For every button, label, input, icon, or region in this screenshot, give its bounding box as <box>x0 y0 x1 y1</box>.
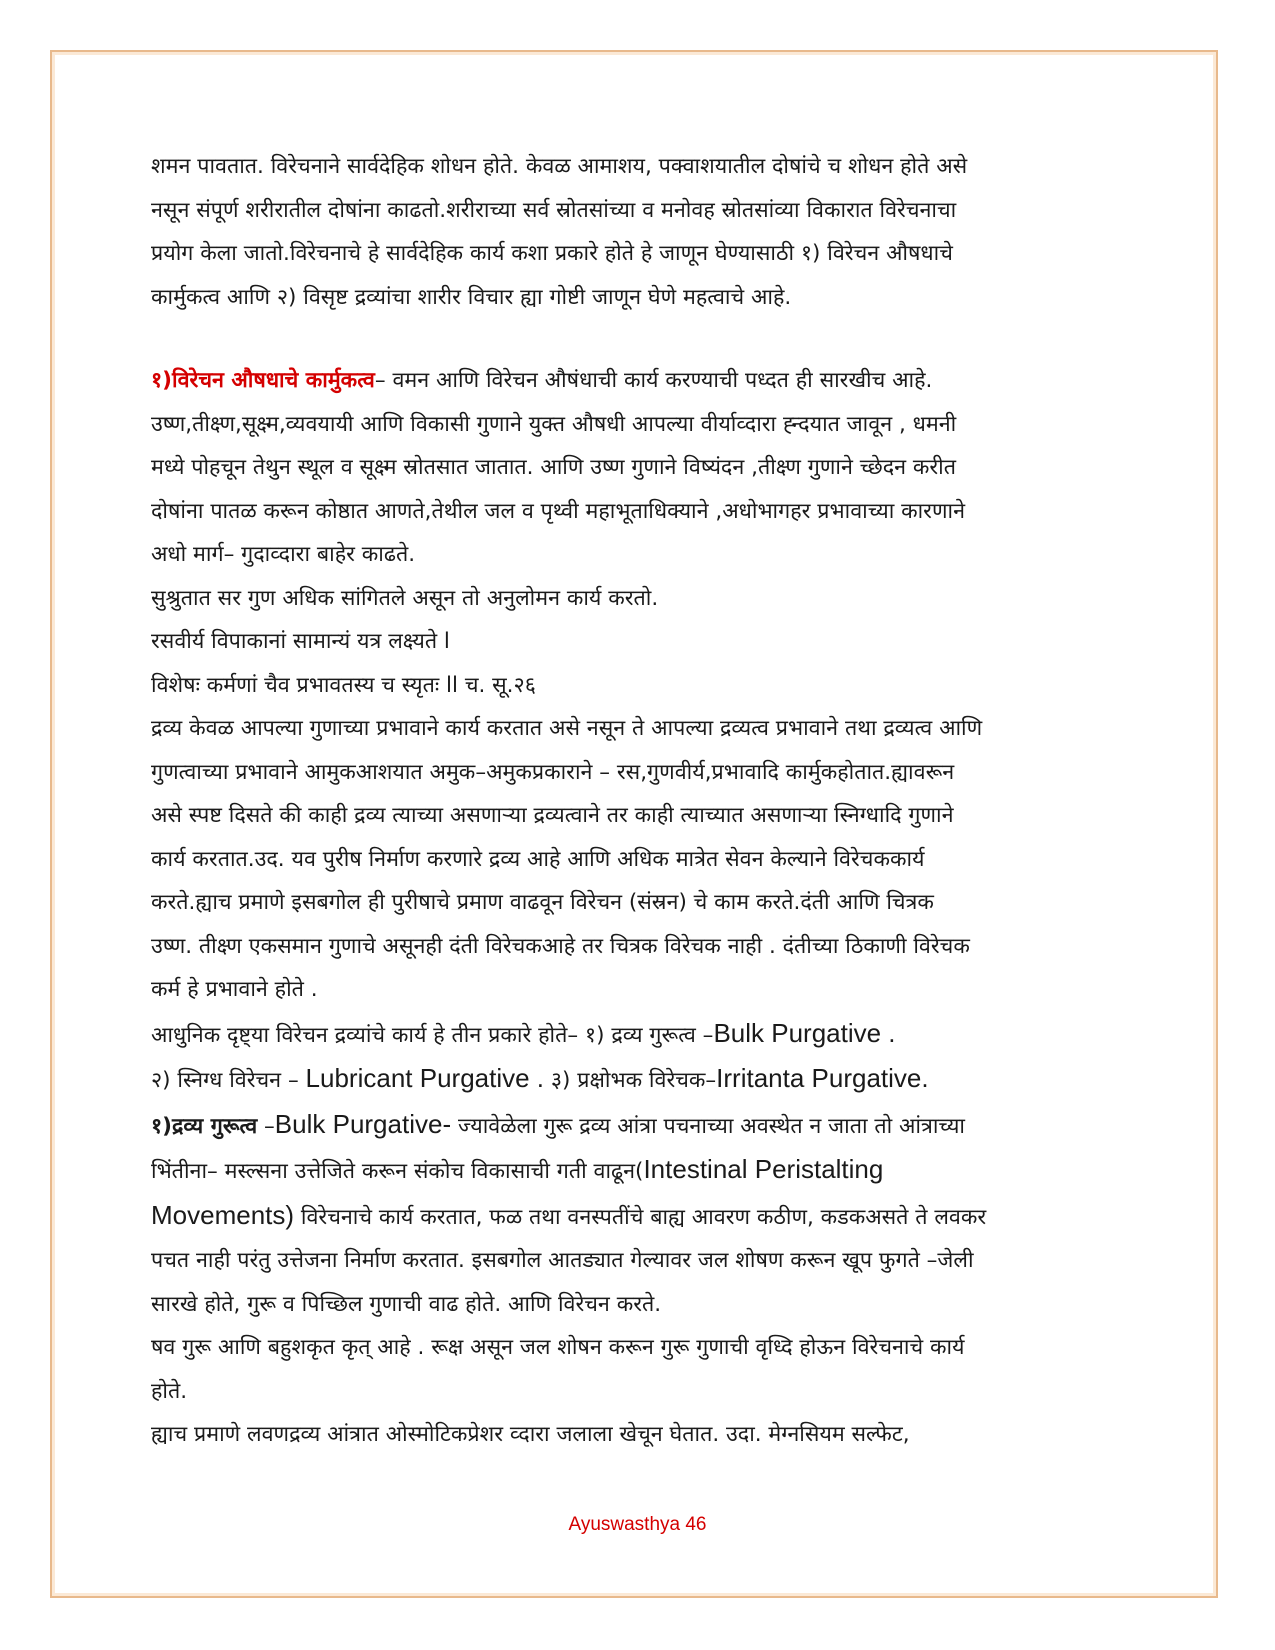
text-line <box>151 1148 1131 1194</box>
section-heading-line <box>151 1103 1131 1149</box>
text-line: विशेषः कर्मणां चैव प्रभावतस्य च स्यृतः ll च. सू.२६ <box>151 672 536 698</box>
text-line: सारखे होते, गुरू व पिच्छिल गुणाची वाढ होते. आणि विरेचन करते. <box>151 1291 662 1317</box>
text-line: सुश्रुतात सर गुण अधिक सांगितले असून तो अनुलोमन कार्य करतो. <box>151 585 659 611</box>
text-span: ३) प्रक्षोभक विरेचक– <box>544 1068 717 1093</box>
text-line: होते. <box>151 1378 188 1404</box>
text-line: दोषांना पातळ करून कोष्ठात आणते,तेथील जल व पृथ्वी महाभूताधिक्याने ,अधोभागहर प्रभावाच्या कारणाने <box>151 498 966 524</box>
latin-term: Movements) <box>151 1199 295 1230</box>
text-line: रसवीर्य विपाकानां सामान्यं यत्र लक्ष्यते l <box>151 629 450 654</box>
text-line: ह्याच प्रमाणे लवणद्रव्य आंत्रात ओस्मोटिकप्रेशर व्दारा जलाला खेचून घेतात. उदा. मेग्नसियम सल्फेट, <box>151 1422 910 1447</box>
modern-line-1 <box>151 1012 1131 1058</box>
text-span: २) स्निग्ध विरेचन – <box>151 1068 306 1093</box>
latin-term: Bulk Purgative . <box>713 1017 896 1048</box>
document-body <box>151 145 1131 1457</box>
text-span: ज्यावेळेला गुरू द्रव्य आंत्रा पचनाच्या अवस्थेत न जाता तो आंत्राच्या <box>451 1113 965 1139</box>
text-span: – <box>257 1113 275 1139</box>
text-line <box>151 1194 1131 1240</box>
text-line: द्रव्य केवळ आपल्या गुणाच्या प्रभावाने कार्य करतात असे नसून ते आपल्या द्रव्यत्व प्रभावाने तथा द्रव्यत्व आणि <box>151 716 983 741</box>
text-line: अधो मार्ग– गुदाव्दारा बाहेर काढते. <box>151 542 416 567</box>
text-span: आधुनिक दृष्ट्या विरेचन द्रव्यांचे कार्य हे तीन प्रकारे होते– १) द्रव्य गुरूत्व – <box>151 1022 714 1048</box>
text-line: प्रयोग केला जातो.विरेचनाचे हे सार्वदेहिक कार्य कशा प्रकारे होते हे जाणून घेण्यासाठी १) विरेचन औषधाचे <box>151 241 953 266</box>
text-line: कर्म हे प्रभावाने होते . <box>151 977 318 1002</box>
text-line: करते.ह्याच प्रमाणे इसबगोल ही पुरीषाचे प्रमाण वाढवून विरेचन (संस्रन) चे काम करते.दंती आणि चित्रक <box>151 890 934 915</box>
text-line: शमन पावतात. विरेचनाने सार्वदेहिक शोधन होते. केवळ आमाशय, पक्वाशयातील दोषांचे च शोधन होते असे <box>151 154 968 179</box>
text-line: कार्य करतात.उद. यव पुरीष निर्माण करणारे द्रव्य आहे आणि अधिक मात्रेत सेवन केल्याने विरेचककार्य <box>151 846 925 872</box>
page-footer: Ayuswasthya 46 <box>568 1514 707 1535</box>
text-line: षव गुरू आणि बहुशकृत कृत् आहे . रूक्ष असून जल शोषन करून गुरू गुणाची वृध्दि होऊन विरेचनाचे कार्य <box>151 1335 965 1360</box>
text-line: मध्ये पोहचून तेथुन स्थूल व सूक्ष्म स्रोतसात जातात. आणि उष्ण गुणाने विष्यंदन ,तीक्ष्ण गुणाने च्छेदन करीत <box>151 455 957 480</box>
text-line: उष्ण. तीक्ष्ण एकसमान गुणाचे असूनही दंती विरेचकआहे तर चित्रक विरेचक नाही . दंतीच्या ठिकाणी विरेचक <box>151 933 970 959</box>
text-span: – वमन आणि विरेचन औषंधाची कार्य करण्याची पध्दत ही सारखीच आहे. <box>374 368 933 393</box>
text-line: नसून संपूर्ण शरीरातील दोषांना काढतो.शरीराच्या सर्व स्रोतसांच्या व मनोवह स्रोतसांव्या विकारात विरेचनाचा <box>151 197 957 223</box>
text-line: असे स्पष्ट दिसते की काही द्रव्य त्याच्या असणाऱ्या द्रव्यत्वाने तर काही त्याच्यात असणाऱ्या स्निग्धादि गुणाने <box>151 803 954 828</box>
latin-term: Intestinal Peristalting <box>643 1154 884 1184</box>
modern-line-2 <box>151 1057 1131 1103</box>
text-line: कार्मुकत्व आणि २) विसृष्ट द्रव्यांचा शारीर विचार ह्या गोष्टी जाणून घेणे महत्वाचे आहे. <box>151 284 792 310</box>
section-heading: १)विरेचन औषधाचे कार्मुकत्व <box>151 368 375 393</box>
latin-term: Irritanta Purgative. <box>716 1063 929 1093</box>
text-span: भिंतीना– मस्ल्सना उत्तेजिते करून संकोच विकासाची गती वाढून( <box>151 1159 644 1184</box>
latin-term: Bulk Purgative- <box>274 1108 452 1139</box>
text-line: पचत नाही परंतु उत्तेजना निर्माण करतात. इसबगोल आतड्यात गेल्यावर जल शोषण करून खूप फुगते –जेली <box>151 1248 974 1273</box>
text-line: गुणत्वाच्या प्रभावाने आमुकआशयात अमुक–अमुकप्रकाराने – रस,गुणवीर्य,प्रभावादि कार्मुकहोतात.ह्यावरून <box>151 759 955 785</box>
latin-term: Lubricant Purgative . <box>305 1063 545 1093</box>
text-line: उष्ण,तीक्ष्ण,सूक्ष्म,व्यवयायी आणि विकासी गुणाने युक्त औषधी आपल्या वीर्याव्दारा ह्न्दयात जावून , धमनी <box>151 411 957 437</box>
text-span: विरेचनाचे कार्य करतात, फळ तथा वनस्पतींचे बाह्य आवरण कठीण, कडकअसते ते लवकर <box>294 1204 987 1230</box>
section-heading-line <box>151 359 1131 403</box>
section-heading: १)द्रव्य गुरूत्व <box>151 1113 258 1139</box>
